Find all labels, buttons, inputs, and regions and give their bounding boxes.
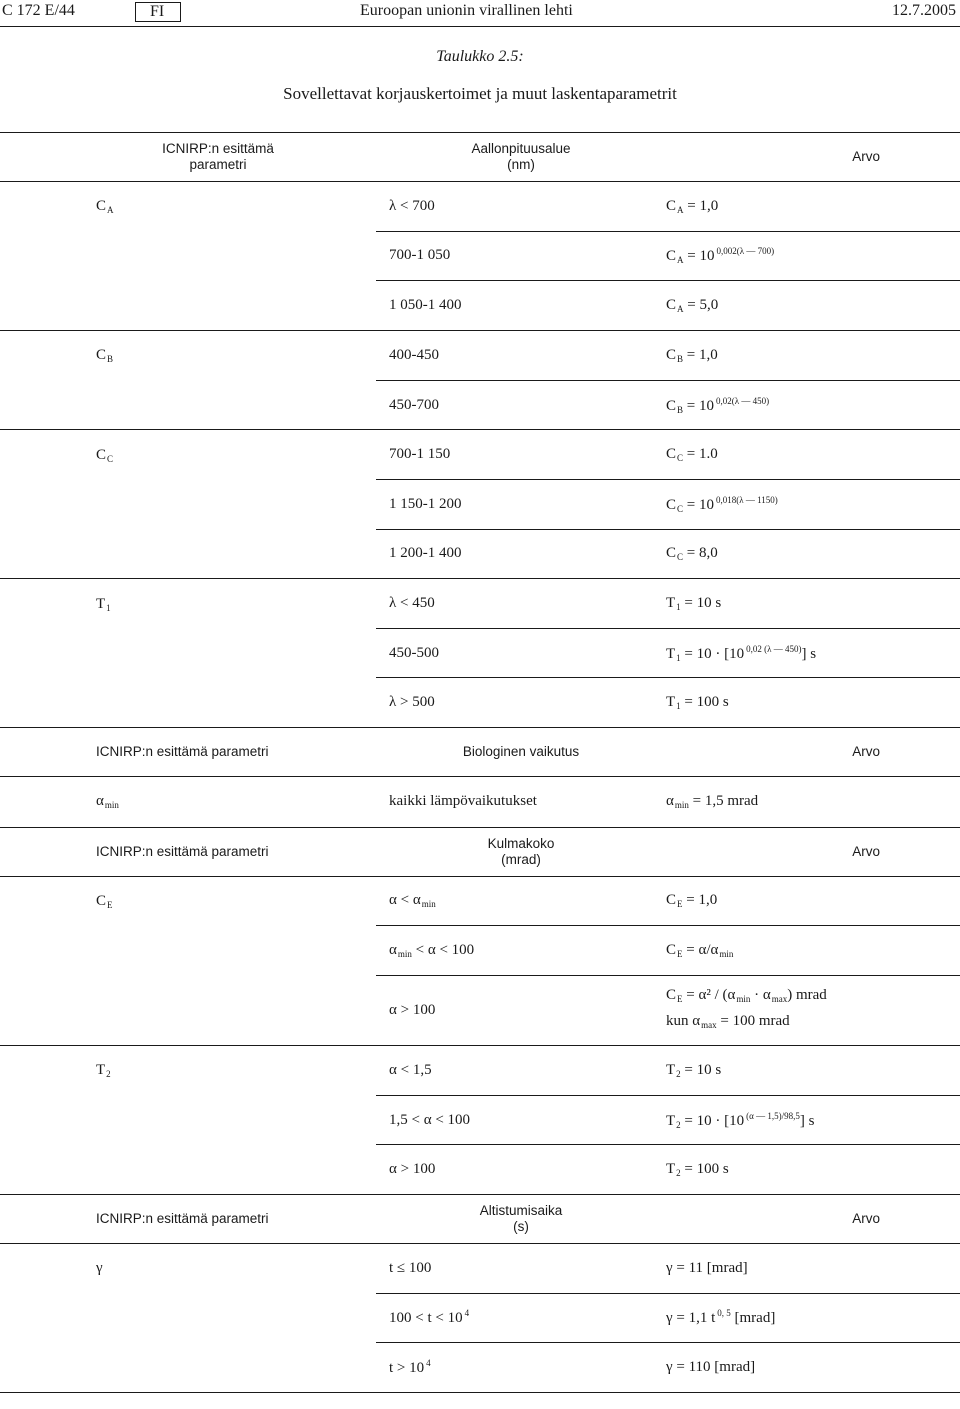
range-text: 1 050-1 400: [389, 296, 462, 313]
subscript: 2: [106, 1069, 111, 1080]
superscript: (α — 1,5)/98,5: [746, 1110, 800, 1121]
subscript: B: [677, 404, 684, 415]
range-text: < α < 100: [411, 942, 475, 958]
parameter-symbol: C: [96, 446, 107, 463]
value-cell: [666, 876, 960, 926]
parameter-cell: [0, 480, 376, 529]
value-cell: [666, 678, 960, 728]
parameter-cell: [0, 380, 376, 430]
value-cell: [666, 529, 960, 579]
range-text: 100 < t < 10: [389, 1310, 463, 1327]
subscript: min: [397, 949, 412, 959]
table-row: [0, 1046, 960, 1096]
value-cell: [666, 380, 960, 430]
value-text: C: [666, 545, 677, 562]
parameter-cell: [0, 926, 376, 975]
range-text: 700-1 050: [389, 247, 451, 264]
range-text: 1 200-1 400: [389, 545, 462, 562]
parameter-symbol: T: [96, 1062, 106, 1079]
value-cell: [666, 1046, 960, 1096]
subscript: min: [736, 994, 751, 1005]
value-text: C: [666, 496, 677, 513]
range-cell: [376, 330, 666, 380]
parameter-cell: [0, 1293, 376, 1342]
range-text: 450-500: [389, 644, 439, 661]
value-text: = 8,0: [683, 545, 718, 562]
table-row: [0, 529, 960, 579]
value-text: C: [666, 987, 677, 1004]
value-text: = 10 s: [680, 1062, 722, 1079]
value-text: = 10: [683, 496, 714, 513]
value-text: = 10 s: [680, 595, 722, 612]
value-text: T: [666, 645, 676, 662]
table-row: [0, 876, 960, 926]
value-line: [666, 246, 960, 265]
header-rule: [0, 26, 960, 27]
value-cell: [666, 231, 960, 280]
subscript: 1: [676, 602, 681, 613]
subscript: min: [104, 800, 119, 811]
value-cell: [666, 1244, 960, 1294]
column-header: [0, 827, 376, 876]
column-header-text: Biologinen vaikutus: [462, 744, 580, 760]
subscript: C: [677, 503, 684, 514]
language-code-box: FI: [135, 2, 181, 22]
value-cell: [666, 430, 960, 480]
range-text: α < α: [389, 892, 421, 909]
range-text: 400-450: [389, 346, 439, 363]
value-line: [666, 942, 960, 959]
subscript: A: [677, 303, 684, 314]
subscript: B: [677, 353, 684, 364]
parameter-cell: [0, 777, 376, 827]
value-text: C: [666, 397, 677, 414]
column-header: [666, 827, 960, 876]
parameter-cell: [0, 529, 376, 579]
value-cell: [666, 281, 960, 331]
subscript: 1: [676, 701, 681, 712]
subscript: 2: [676, 1119, 681, 1130]
subscript: A: [677, 204, 684, 215]
column-header-text: Aallonpituusalue (nm): [471, 141, 571, 172]
range-text: α < 1,5: [389, 1062, 432, 1079]
table-caption: Taulukko 2.5:: [436, 48, 524, 65]
range-cell: [376, 579, 666, 629]
subscript: E: [677, 949, 683, 959]
value-text: T: [666, 1112, 676, 1129]
value-line: [666, 545, 960, 562]
superscript: 0, 5: [717, 1308, 731, 1319]
value-cell: [666, 629, 960, 678]
superscript: 4: [426, 1358, 431, 1369]
table-row: [0, 380, 960, 430]
subscript: E: [107, 899, 113, 910]
table-row: [0, 1293, 960, 1342]
value-line: [666, 1062, 960, 1079]
value-text: = α² / (α: [682, 987, 736, 1004]
value-text: T: [666, 1161, 676, 1178]
table-row: [0, 1343, 960, 1393]
value-line: [666, 984, 960, 1010]
value-text: = α/α: [682, 942, 719, 958]
range-cell: [376, 1145, 666, 1195]
parameter-cell: [0, 629, 376, 678]
parameter-symbol: T: [96, 595, 106, 612]
column-header-text: ICNIRP:n esittämä parametri: [162, 141, 274, 172]
value-cell: [666, 1145, 960, 1195]
column-header: [0, 133, 376, 182]
table-row: [0, 480, 960, 529]
parameter-cell: [0, 281, 376, 331]
column-header: [376, 1195, 666, 1244]
value-line: [666, 347, 960, 364]
range-cell: [376, 1095, 666, 1144]
table-row: [0, 330, 960, 380]
value-text: [mrad]: [730, 1310, 776, 1327]
value-text: = 1.0: [683, 446, 718, 463]
column-header-text: Altistumisaika (s): [479, 1203, 563, 1235]
column-header: [376, 133, 666, 182]
value-text: C: [666, 296, 677, 313]
parameter-cell: [0, 182, 376, 232]
superscript: 0,02 (λ — 450): [746, 643, 802, 654]
section-header-row: [0, 1195, 960, 1244]
parameter-cell: [0, 1145, 376, 1195]
table-row: [0, 1095, 960, 1144]
value-text: T: [666, 694, 676, 711]
table-row: [0, 926, 960, 975]
value-text: = 100 s: [680, 1161, 729, 1178]
subscript: 2: [676, 1069, 681, 1080]
column-header-text: Arvo: [852, 149, 880, 164]
range-cell: [376, 480, 666, 529]
range-cell: [376, 975, 666, 1046]
superscript: 0,018(λ — 1150): [716, 494, 778, 505]
column-header-text: Arvo: [852, 843, 880, 859]
range-text: α > 100: [389, 1001, 436, 1018]
range-cell: [376, 777, 666, 827]
value-text: kun α: [666, 1013, 701, 1030]
column-header: [666, 133, 960, 182]
value-cell: [666, 1095, 960, 1144]
value-text: C: [666, 346, 677, 363]
value-text: = 10: [683, 248, 715, 265]
parameter-cell: [0, 1046, 376, 1096]
value-text: = 1,0: [682, 892, 718, 909]
subscript: A: [677, 255, 684, 266]
range-cell: [376, 1244, 666, 1294]
table-row: [0, 231, 960, 280]
superscript: 4: [464, 1308, 470, 1319]
range-text: 1 150-1 200: [389, 495, 462, 512]
value-text: γ = 1,1 t: [666, 1310, 716, 1327]
range-cell: [376, 182, 666, 232]
column-header-text: ICNIRP:n esittämä parametri: [96, 843, 269, 859]
table-row: [0, 182, 960, 232]
table-row: [0, 777, 960, 827]
publication-date: 12.7.2005: [892, 2, 956, 19]
subscript: B: [107, 354, 114, 365]
page-header: [0, 0, 960, 26]
parameter-cell: [0, 1343, 376, 1393]
value-cell: [666, 777, 960, 827]
value-cell: [666, 182, 960, 232]
range-cell: [376, 1343, 666, 1393]
range-text: 700-1 150: [389, 446, 451, 463]
range-text: λ > 500: [389, 694, 435, 711]
value-line: [666, 1260, 960, 1277]
table-row: [0, 281, 960, 331]
subscript: C: [107, 453, 114, 464]
parameter-symbol: C: [96, 892, 107, 909]
subscript: min: [421, 899, 436, 910]
value-text: = 10 · [10: [680, 645, 745, 662]
value-text: ] s: [799, 1112, 815, 1129]
superscript: 0,02(λ — 450): [716, 395, 770, 406]
subscript: 1: [676, 652, 681, 663]
value-line: [666, 446, 960, 463]
value-text: C: [666, 892, 677, 909]
table-row: [0, 629, 960, 678]
value-cell: [666, 1343, 960, 1393]
value-text: C: [666, 248, 677, 265]
parameter-cell: [0, 1244, 376, 1294]
subscript: C: [677, 552, 684, 563]
value-cell: [666, 1293, 960, 1342]
subscript: E: [677, 994, 683, 1005]
table-title: Sovellettavat korjauskertoimet ja muut laskentaparametrit: [283, 84, 677, 103]
value-line: [666, 495, 960, 514]
column-header-text: ICNIRP:n esittämä parametri: [96, 744, 269, 760]
range-cell: [376, 926, 666, 975]
value-text: = 10 · [10: [680, 1112, 745, 1129]
parameter-symbol: α: [96, 793, 104, 810]
value-line: [666, 595, 960, 612]
column-header-text: Kulmakoko (mrad): [487, 835, 555, 867]
value-text: γ = 110 [mrad]: [666, 1359, 756, 1376]
subscript: min: [674, 800, 689, 811]
range-text: λ < 700: [389, 197, 435, 214]
range-text: λ < 450: [389, 595, 435, 612]
range-cell: [376, 678, 666, 728]
column-header-text: ICNIRP:n esittämä parametri: [96, 1211, 269, 1227]
column-header-text: Arvo: [852, 744, 880, 760]
value-line: [666, 1010, 960, 1036]
table-row: [0, 430, 960, 480]
range-text: 450-700: [389, 396, 439, 413]
parameter-cell: [0, 231, 376, 280]
range-cell: [376, 380, 666, 430]
subscript: A: [107, 205, 114, 216]
parameter-cell: [0, 876, 376, 926]
value-text: C: [666, 942, 677, 958]
value-text: T: [666, 1062, 676, 1079]
superscript: 0,002(λ — 700): [716, 246, 775, 257]
section-header-row: [0, 827, 960, 876]
value-line: [666, 198, 960, 215]
value-line: [666, 793, 960, 810]
value-text: C: [666, 446, 677, 463]
table-row: [0, 579, 960, 629]
column-header-text: Arvo: [852, 1211, 880, 1227]
value-cell: [666, 330, 960, 380]
parameter-cell: [0, 579, 376, 629]
range-cell: [376, 629, 666, 678]
range-cell: [376, 1293, 666, 1342]
value-line: [666, 1359, 960, 1376]
value-text: T: [666, 595, 676, 612]
table-row: [0, 1244, 960, 1294]
value-line: [666, 892, 960, 909]
parameter-cell: [0, 975, 376, 1046]
range-text: α: [389, 942, 397, 958]
value-text: γ = 11 [mrad]: [666, 1259, 748, 1276]
value-cell: [666, 975, 960, 1046]
value-line: [666, 297, 960, 314]
subscript: min: [719, 949, 734, 959]
parameter-cell: [0, 430, 376, 480]
value-text: = 5,0: [683, 296, 719, 313]
value-text: = 1,5 mrad: [688, 793, 759, 810]
value-text: ] s: [801, 645, 817, 662]
section-header-row: [0, 728, 960, 777]
subscript: max: [771, 994, 788, 1005]
value-text: · α: [750, 987, 771, 1004]
range-cell: [376, 430, 666, 480]
value-line: [666, 1161, 960, 1178]
range-text: t > 10: [389, 1360, 425, 1377]
column-header: [666, 728, 960, 777]
page-reference: C 172 E/44: [2, 2, 75, 19]
range-cell: [376, 529, 666, 579]
range-text: α > 100: [389, 1161, 436, 1178]
table-row: [0, 1145, 960, 1195]
value-text: = 10: [683, 397, 714, 414]
parameter-symbol: γ: [96, 1260, 103, 1277]
range-text: kaikki lämpövaikutukset: [389, 793, 537, 810]
subscript: 1: [106, 602, 111, 613]
value-cell: [666, 579, 960, 629]
parameters-table: [0, 132, 960, 1393]
value-text: = 1,0: [683, 346, 718, 363]
value-line: [666, 396, 960, 415]
column-header: [666, 1195, 960, 1244]
parameter-cell: [0, 330, 376, 380]
value-line: [666, 1111, 960, 1130]
section-header-row: [0, 133, 960, 182]
parameter-symbol: C: [96, 198, 107, 215]
subscript: 2: [676, 1168, 681, 1179]
column-header: [0, 728, 376, 777]
subscript: max: [701, 1020, 717, 1031]
subscript: C: [677, 453, 684, 464]
journal-title: Euroopan unionin virallinen lehti: [360, 2, 573, 19]
subscript: E: [677, 899, 683, 910]
table-row: [0, 975, 960, 1046]
range-text: 1,5 < α < 100: [389, 1111, 471, 1128]
column-header: [376, 827, 666, 876]
value-text: ) mrad: [787, 987, 827, 1004]
parameter-cell: [0, 678, 376, 728]
value-text: C: [666, 197, 677, 214]
range-cell: [376, 876, 666, 926]
value-text: = 1,0: [683, 197, 719, 214]
value-line: [666, 644, 960, 663]
value-line: [666, 1308, 960, 1327]
column-header: [0, 1195, 376, 1244]
value-cell: [666, 480, 960, 529]
range-cell: [376, 281, 666, 331]
value-cell: [666, 926, 960, 975]
range-text: t ≤ 100: [389, 1259, 432, 1276]
table-row: [0, 678, 960, 728]
value-text: α: [666, 793, 674, 810]
range-cell: [376, 231, 666, 280]
value-line: [666, 694, 960, 711]
column-header: [376, 728, 666, 777]
value-text: = 100 s: [680, 694, 729, 711]
parameter-cell: [0, 1095, 376, 1144]
range-cell: [376, 1046, 666, 1096]
value-text: = 100 mrad: [716, 1013, 790, 1030]
parameter-symbol: C: [96, 347, 107, 364]
